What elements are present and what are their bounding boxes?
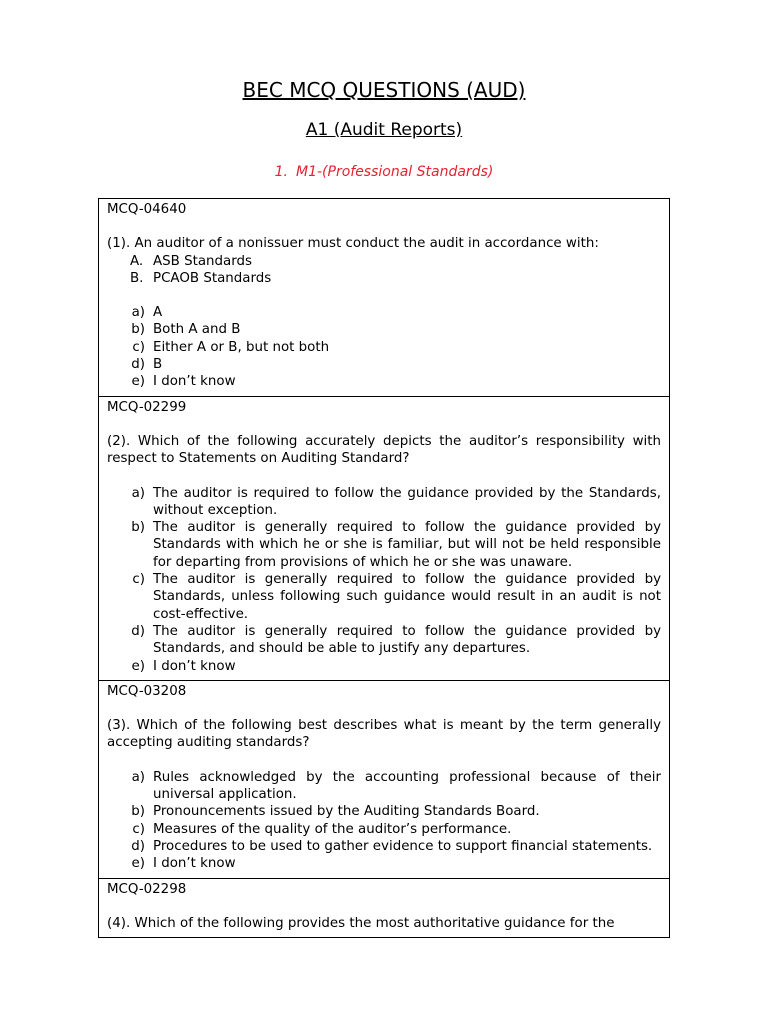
option-text: The auditor is generally required to follow the guidance provided by Standards with which he or she is familiar, but will not be held responsible for departing from provisions of which he or she was unaware. [153,520,661,570]
subitem [130,253,661,270]
question-text: (2). Which of the following accurately depicts the auditor’s responsibility with respect to Statements on Auditing Standard? [107,433,661,467]
option-label: b) [131,804,145,820]
answer-option [107,658,661,675]
option-label: e) [131,658,145,674]
option-text: Either A or B, but not both [153,339,330,355]
option-text: Pronouncements issued by the Auditing Standards Board. [153,804,540,820]
question-cell [98,680,670,878]
question-text: (3). Which of the following best describes what is meant by the term generally accepting auditing standards? [107,718,661,751]
document-title: BEC MCQ QUESTIONS (AUD) [242,78,526,102]
answer-options [107,769,661,873]
subitem-label: B. [130,270,144,286]
option-label: a) [131,305,145,321]
section-number: 1. [274,164,288,180]
answer-option [107,356,661,373]
option-label: d) [131,838,145,854]
option-label: b) [131,322,145,338]
option-text: The auditor is required to follow the guidance provided by the Standards, without exception. [153,485,661,518]
option-label: c) [132,572,145,588]
option-label: d) [131,623,145,639]
answer-option [107,321,661,338]
answer-option [107,838,661,855]
question-subitems [107,253,661,288]
answer-option [107,623,661,658]
option-text: I don’t know [153,856,236,872]
question-cell [98,396,670,680]
answer-option [107,571,661,623]
answer-option [107,803,661,820]
answer-options [107,485,661,675]
question-cell [98,878,670,939]
section-heading [0,164,768,180]
option-label: c) [132,339,145,355]
question-text: (1). An auditor of a nonissuer must conduct the audit in accordance with: [107,236,599,252]
option-text: Measures of the quality of the auditor’s performance. [153,821,512,837]
option-text: I don’t know [153,374,236,390]
questions-table [98,198,670,938]
section-title: M1-(Professional Standards) [296,164,494,180]
option-text: Rules acknowledged by the accounting professional because of their universal application. [153,769,661,803]
option-label: a) [131,769,145,785]
option-label: b) [131,520,145,536]
option-text: B [153,357,163,373]
option-label: d) [131,357,145,373]
answer-option [107,821,661,838]
subitem [130,270,661,287]
subitem-label: A. [130,253,144,269]
option-text: I don’t know [153,658,236,674]
option-text: Procedures to be used to gather evidence to support financial statements. [153,838,653,854]
question-code: MCQ-02299 [107,399,187,415]
answer-option [107,339,661,356]
option-text: The auditor is generally required to follow the guidance provided by Standards, unless following such guidance would result in an audit is not cost-effective. [153,572,661,622]
subitem-text: PCAOB Standards [153,270,272,286]
option-label: e) [131,856,145,872]
subitem-text: ASB Standards [153,253,252,269]
option-label: e) [131,374,145,390]
question-cell [98,198,670,396]
answer-option [107,485,661,520]
option-text: The auditor is generally required to follow the guidance provided by Standards, and should be able to justify any departures. [153,623,661,657]
answer-options [107,304,661,390]
option-text: Both A and B [153,322,241,338]
answer-option [107,519,661,571]
answer-option [107,373,661,390]
question-code: MCQ-02298 [107,881,187,897]
document-subtitle: A1 (Audit Reports) [305,120,463,140]
option-label: a) [131,485,145,501]
option-text: A [153,305,163,321]
question-code: MCQ-04640 [107,202,187,217]
question-text: (4). Which of the following provides the most authoritative guidance for the [107,915,615,931]
answer-option [107,304,661,321]
option-label: c) [132,821,145,837]
answer-option [107,855,661,872]
question-code: MCQ-03208 [107,683,187,699]
answer-option [107,769,661,804]
